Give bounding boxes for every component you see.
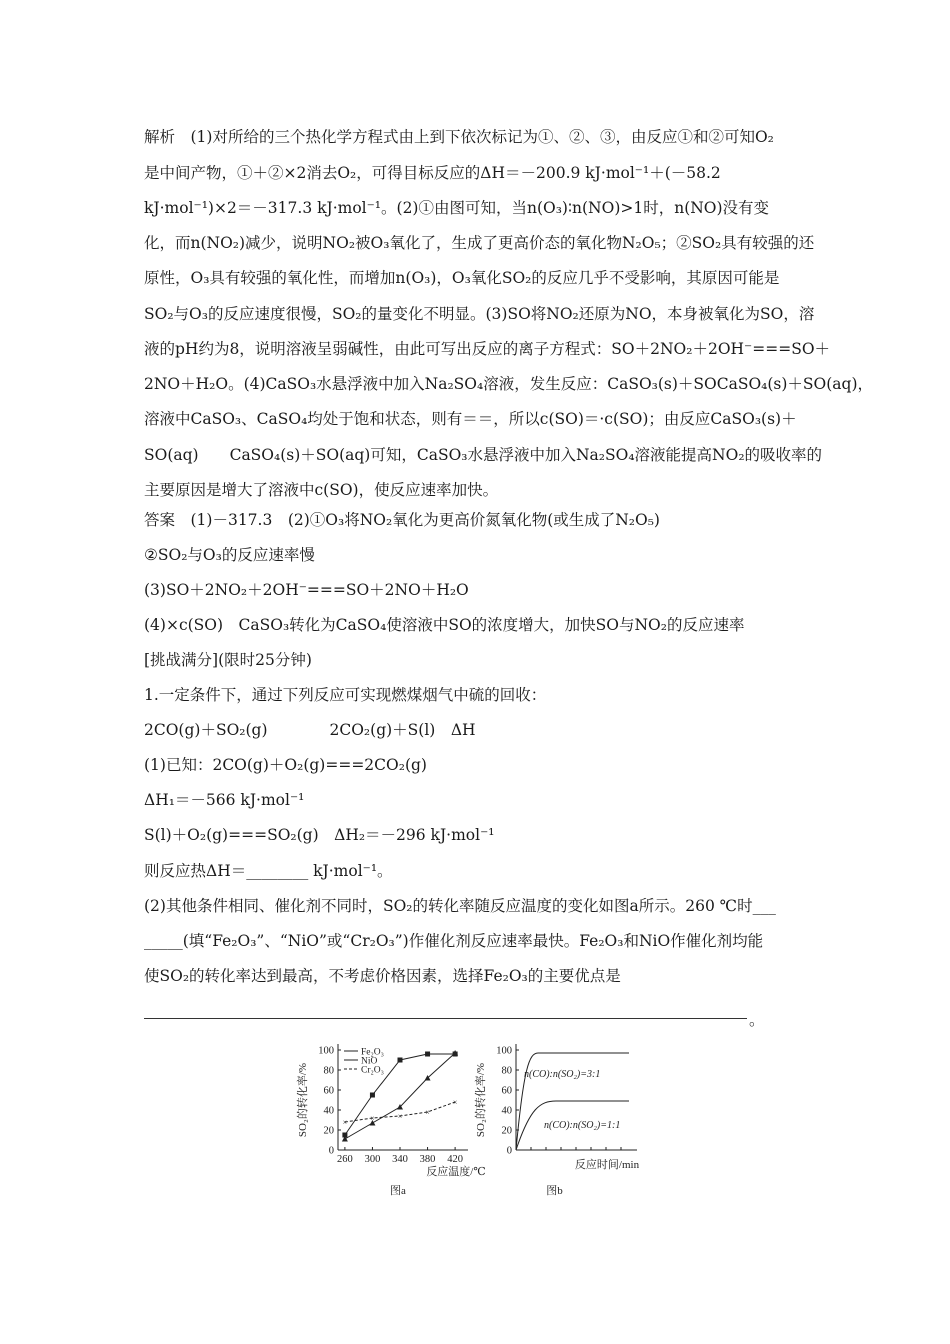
end-mark: 。 (749, 1011, 765, 1029)
text-line: S(l)＋O₂(g)===SO₂(g) ΔH₂＝－296 kJ·mol⁻¹ (144, 826, 495, 844)
figure-a-chart (290, 1032, 490, 1202)
text-line: 液的pH约为8，说明溶液呈弱碱性，由此可写出反应的离子方程式：SO＋2NO₂＋2OH⁻===SO＋ (144, 340, 831, 358)
legend-label: Cr₂O₃ (361, 1065, 384, 1076)
text-line: 答案 (1)－317.3 (2)①O₃将NO₂氧化为更高价氮氧化物(或生成了N₂O₅) (144, 511, 660, 529)
legend-label: Fe₂O₃ (361, 1047, 384, 1058)
text-line: (3)SO＋2NO₂＋2OH⁻===SO＋2NO＋H₂O (144, 581, 469, 599)
x-tick-label: 260 (337, 1154, 353, 1165)
text-line: 2NO＋H₂O。(4)CaSO₃水悬浮液中加入Na₂SO₄溶液，发生反应：CaSO₃(s)＋SOCaSO₄(s)＋SO(aq)， (144, 375, 874, 393)
y-tick-label: 20 (323, 1125, 334, 1137)
text-line: [挑战满分](限时25分钟) (144, 651, 312, 669)
chart-title: 图b (546, 1185, 563, 1197)
x-axis-label: 反应温度/℃ (426, 1166, 486, 1178)
y-tick-label: 40 (323, 1105, 334, 1117)
data-point (370, 1093, 375, 1098)
y-tick-label: 20 (501, 1125, 512, 1137)
series-label: n(CO):n(SO₂)=3:1 (524, 1069, 601, 1080)
figure-b-chart (472, 1032, 652, 1202)
y-tick-label: 0 (506, 1145, 512, 1157)
y-tick-label: 100 (318, 1045, 334, 1057)
chart-title: 图a (390, 1185, 406, 1197)
y-tick-label: 80 (501, 1065, 512, 1077)
series-label: n(CO):n(SO₂)=1:1 (544, 1120, 621, 1131)
data-point (425, 1052, 430, 1057)
data-point: × (397, 1112, 403, 1121)
data-point: × (342, 1118, 348, 1127)
figure-b-plot (473, 1044, 640, 1197)
text-line: 2CO(g)＋SO₂(g) 2CO₂(g)＋S(l) ΔH (144, 721, 476, 739)
data-point: × (452, 1098, 458, 1107)
text-line: 则反应热ΔH＝________ kJ·mol⁻¹。 (144, 862, 393, 880)
x-tick-label: 420 (447, 1154, 463, 1165)
text-line: _____(填“Fe₂O₃”、“NiO”或“Cr₂O₃”)作催化剂反应速率最快。Fe₂O₃和NiO作催化剂均能 (144, 932, 764, 950)
data-point: × (370, 1114, 375, 1123)
x-tick-label: 380 (419, 1154, 436, 1165)
y-tick-label: 100 (496, 1045, 512, 1057)
text-line: 解析 (1)对所给的三个热化学方程式由上到下依次标记为①、②、③，由反应①和②可知O₂ (144, 128, 774, 146)
x-tick-label: 300 (364, 1154, 381, 1165)
text-line: (2)其他条件相同、催化剂不同时，SO₂的转化率随反应温度的变化如图a所示。260 ℃时___ (144, 897, 776, 915)
data-point (398, 1058, 403, 1063)
y-axis-label: SO₂的转化率/% (297, 1062, 309, 1138)
text-line: SO₂与O₃的反应速度很慢，SO₂的量变化不明显。(3)SO将NO₂还原为NO，本身被氧化为SO，溶 (144, 305, 815, 323)
text-line: SO(aq) CaSO₄(s)＋SO(aq)可知，CaSO₃水悬浮液中加入Na₂SO₄溶液能提高NO₂的吸收率的 (144, 446, 823, 464)
text-line: ②SO₂与O₃的反应速率慢 (144, 546, 315, 564)
y-axis-label: SO₂的转化率/% (475, 1062, 487, 1138)
text-line: 主要原因是增大了溶液中c(SO)，使反应速率加快。 (144, 481, 499, 499)
x-axis-label: 反应时间/min (574, 1159, 640, 1171)
text-line: kJ·mol⁻¹)×2＝－317.3 kJ·mol⁻¹。(2)①由图可知，当n(O₃)∶n(NO)>1时，n(NO)没有变 (144, 199, 770, 217)
text-line: 溶液中CaSO₃、CaSO₄均处于饱和状态，则有＝＝，所以c(SO)＝·c(SO)；由反应CaSO₃(s)＋ (144, 410, 797, 428)
x-tick-label: 340 (392, 1154, 408, 1165)
data-point: × (425, 1108, 430, 1117)
text-line: 使SO₂的转化率达到最高，不考虑价格因素，选择Fe₂O₃的主要优点是 (144, 967, 621, 985)
text-line: (4)×c(SO) CaSO₃转化为CaSO₄使溶液中SO的浓度增大，加快SO与NO₂的反应速率 (144, 616, 745, 634)
figure-a-plot (295, 1044, 486, 1197)
text-line: 1.一定条件下，通过下列反应可实现燃煤烟气中硫的回收： (144, 686, 547, 704)
text-line: 是中间产物，①＋②×2消去O₂，可得目标反应的ΔH＝－200.9 kJ·mol⁻¹＋(－58.2 (144, 164, 721, 182)
text-line: 原性，O₃具有较强的氧化性，而增加n(O₃)，O₃氧化SO₂的反应几乎不受影响，其原因可能是 (144, 269, 780, 287)
y-tick-label: 60 (501, 1085, 512, 1097)
text-line: 化，而n(NO₂)减少，说明NO₂被O₃氧化了，生成了更高价态的氧化物N₂O₅；②SO₂具有较强的还 (144, 234, 815, 252)
answer-blank-line (144, 1018, 747, 1019)
text-line: (1)已知：2CO(g)＋O₂(g)===2CO₂(g) (144, 756, 427, 774)
legend-label: NiO (361, 1056, 378, 1067)
y-tick-label: 40 (501, 1105, 512, 1117)
y-tick-label: 0 (328, 1145, 334, 1157)
text-line: ΔH₁＝－566 kJ·mol⁻¹ (144, 791, 305, 809)
y-tick-label: 80 (323, 1065, 334, 1077)
y-tick-label: 60 (323, 1085, 334, 1097)
